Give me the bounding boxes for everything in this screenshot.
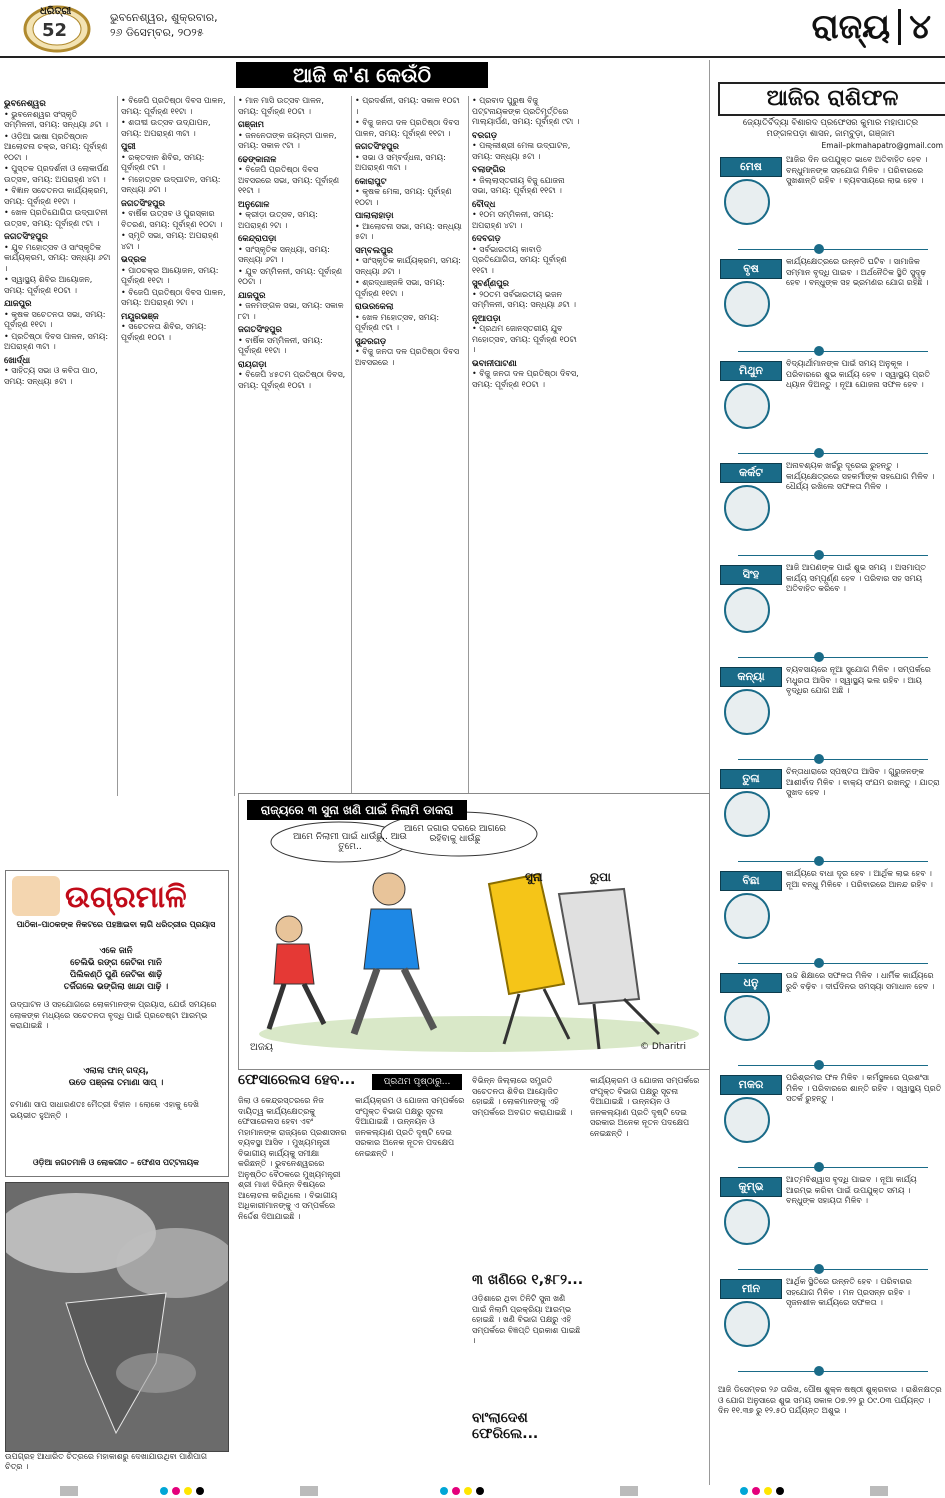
cartoon-bubble-1: ଆମେ ନିଲାମୀ ପାଇଁ ଧାଉଁଛୁ.. ଆଉ ତୁମେ.. bbox=[293, 832, 407, 852]
event-district-heading: କୋରାପୁଟ bbox=[355, 176, 387, 187]
rashi-prediction: ବିଦ୍ୟାର୍ଥୀମାନଙ୍କ ପାଇଁ ସମୟ ଅନୁକୂଳ । ପରିବାରରେ ଶୁଭ କାର୍ଯ୍ୟ ହେବ । ସ୍ୱାସ୍ଥ୍ୟ ପ୍ରତି ଧ୍ୟାନ ଦିଅନ୍ତୁ । ନୂଆ ଯୋଜନା ସଫଳ ହେବ । bbox=[786, 359, 931, 389]
events-column-3 bbox=[238, 96, 346, 392]
zodiac-symbol-icon bbox=[724, 893, 770, 939]
rashi-divider-dot bbox=[814, 244, 824, 254]
event-listing: • ୧୦ମ ସମ୍ମିଳନୀ, ସମୟ: ଅପରାହ୍ଣ ୪ଟା । bbox=[472, 210, 554, 230]
event-district-heading: ଖୋର୍ଦ୍ଧା bbox=[4, 355, 31, 366]
section-divider bbox=[898, 9, 901, 45]
event-listing: • ଖେଳ ମହୋତ୍ସବ, ସମୟ: ପୂର୍ବାହ୍ଣ ୯ଟା । bbox=[355, 312, 440, 332]
story-body-col-3: ବିଭିନ୍ନ ଜିଲ୍ଲାରେ ସମ୍ପ୍ରତି ସଚେତନତା ଶିବିର ଆୟୋଜିତ ହୋଇଛି । ଲୋକମାନଙ୍କୁ ଏହି ସମ୍ପର୍କରେ ଅବଗତ କରାଯାଇଛି । bbox=[472, 1076, 573, 1117]
rashi-name-badge: କୁମ୍ଭ bbox=[720, 1177, 782, 1197]
rashi-prediction: ଆଜି ଆପଣଙ୍କ ପାଇଁ ଶୁଭ ସମୟ । ଅସମାପ୍ତ କାର୍ଯ୍ୟ ସମ୍ପୂର୍ଣ୍ଣ ହେବ । ପରିବାର ସହ ସମୟ ଅତିବାହିତ କରିବେ । bbox=[786, 563, 926, 593]
event-listing: • କ୍ରୀଡ଼ା ଉତ୍ସବ, ସମୟ: ଅପରାହ୍ଣ ୨ଟା । bbox=[238, 210, 318, 230]
rashi-entry bbox=[718, 1277, 943, 1379]
event-listing: • ରକ୍ତଦାନ ଶିବିର, ସମୟ: ପୂର୍ବାହ୍ଣ ୯ଟା । bbox=[121, 152, 205, 172]
registration-dot bbox=[776, 1487, 784, 1495]
event-listing: • ସଚେତନତା ଶିବିର, ସମୟ: ପୂର୍ବାହ୍ଣ ୧୦ଟା । bbox=[121, 322, 207, 342]
verse-line: ତର୍ଜିଗଲେ ଭଙ୍ଗିଲା ଖାନ୍ଦା ପାଢ଼ି । bbox=[63, 982, 169, 992]
event-district-heading: ପୁରୀ bbox=[121, 142, 136, 152]
event-listing: • ୨୦ତମ ସର୍ବଭାରତୀୟ ଭଜନ ସମ୍ମିଳନୀ, ସମୟ: ସନ୍ଧ୍ୟା ୬ଟା । bbox=[472, 289, 576, 309]
event-district-heading: ଜଗତସିଂହପୁର bbox=[121, 198, 165, 209]
verse-line: ଚେଲିଭି ରଙ୍ଗ ଜେଟିକା ମାନି bbox=[70, 958, 162, 968]
event-listing: • ସର୍ବଭାରତୀୟ କାବାଡ଼ି ପ୍ରତିଯୋଗିତା, ସମୟ: ପୂର୍ବାହ୍ଣ ୧୧ଟା । bbox=[472, 244, 567, 275]
event-district-heading: ଦେବଗଡ଼ bbox=[472, 234, 501, 244]
event-listing: • ବାର୍ଷିକ ସମ୍ମିଳନୀ, ସମୟ: ପୂର୍ବାହ୍ଣ ୧୧ଟା । bbox=[238, 335, 323, 355]
events-column-2 bbox=[121, 96, 229, 344]
dateline-date: ୨୬ ଡିସେମ୍ବର, ୨୦୨୫ bbox=[110, 26, 204, 39]
rashi-prediction: ଆତ୍ମବିଶ୍ୱାସ ବୃଦ୍ଧି ପାଇବ । ନୂଆ କାର୍ଯ୍ୟ ଆରମ୍ଭ କରିବା ପାଇଁ ଉପଯୁକ୍ତ ସମୟ । ବନ୍ଧୁଙ୍କ ସହାୟତା ମିଳିବ । bbox=[786, 1175, 917, 1205]
event-listing: • ପ୍ରଦର୍ଶନୀ, ସମୟ: ସକାଳ ୧୦ଟା । bbox=[355, 96, 460, 116]
event-district-heading: ମୟୂରଭଞ୍ଜ bbox=[121, 311, 159, 322]
event-district-heading: ରାୟଗଡ଼ା bbox=[238, 359, 267, 370]
satellite-image bbox=[5, 1182, 229, 1452]
cartoon-label-silver: ରୁପା bbox=[590, 870, 611, 884]
cartoon-bubble-2: ଆମେ ଜଗାର ଦରରେ ଆଗରେ ରହିବାକୁ ଧାଉଁଛୁ bbox=[404, 824, 506, 844]
rashi-prediction: କାର୍ଯ୍ୟରେ ବାଧା ଦୂର ହେବ । ଆର୍ଥିକ ଲାଭ ହେବ । ନୂଆ ବନ୍ଧୁ ମିଳିବେ । ପରିବାରରେ ଆନନ୍ଦ ରହିବ । bbox=[786, 869, 933, 889]
ugramali-credit: ଓଡ଼ିଆ ଜଗତମାଳି ଓ ଲୋକଗୀତ – ଫେଣସ ପଟ୍ଟନାୟକ bbox=[33, 1158, 199, 1167]
event-listing: • ମାନ ମାସି ଉତ୍ସବ ପାଳନ, ସମୟ: ପୂର୍ବାହ୍ଣ ୧୦ଟା । bbox=[238, 96, 324, 116]
verse-line: ପିଲିକଣ୍ଠି ପୁଣି ଜେଟିକା ଶାଢ଼ି bbox=[69, 970, 163, 980]
rashi-prediction: ଆଜିର ଦିନ ଉପଯୁକ୍ତ ଭାବେ ଅତିବାହିତ ହେବ । ବନ୍ଧୁମାନଙ୍କ ସହଯୋଗ ମିଳିବ । ପରିବାରରେ ସୁଖଶାନ୍ତି ରହିବ । ବ୍ୟବସାୟରେ ଲାଭ ହେବ । bbox=[786, 155, 928, 185]
section-header bbox=[781, 4, 931, 50]
event-listing: • ସାଂସ୍କୃତିକ ସନ୍ଧ୍ୟା, ସମୟ: ସନ୍ଧ୍ୟା ୬ଟା । bbox=[238, 244, 330, 264]
story-headline-3: ବାଂଲାଦେଶ ଫେରିଲେ... bbox=[472, 1410, 539, 1442]
event-listing: • ବିଜୁ ଜନତା ଦଳ ପ୍ରତିଷ୍ଠା ଦିବସ ପାଳନ, ସମୟ: ପୂର୍ବାହ୍ଣ ୧୧ଟା । bbox=[355, 118, 460, 138]
rashi-prediction: ଉଚ୍ଚ ଶିକ୍ଷାରେ ସଫଳତା ମିଳିବ । ଧାର୍ମିକ କାର୍ଯ୍ୟରେ ରୁଚି ବଢ଼ିବ । ଦୀର୍ଘଦିନର ସମସ୍ୟା ସମାଧାନ ହେବ । bbox=[786, 971, 935, 991]
registration-mark bbox=[620, 1486, 638, 1496]
event-listing: • ଓଡ଼ିଆ ଭାଷା ପ୍ରତିଷ୍ଠାନ ଆଲୋଚନା ଚକ୍ର, ସମୟ: ପୂର୍ବାହ୍ଣ ୧୦ଟା । bbox=[4, 131, 108, 162]
event-listing: • ମହୋତ୍ସବ ଉଦ୍‌ଘାଟନ, ସମୟ: ସନ୍ଧ୍ୟା ୬ଟା । bbox=[121, 174, 221, 194]
story-body-col-5: କାର୍ଯ୍ୟକ୍ରମ ଓ ଯୋଜନା ସମ୍ପର୍କରେ ସଂପୃକ୍ତ ବିଭାଗ ପକ୍ଷରୁ ସୂଚନା ଦିଆଯାଇଛି । ଉନ୍ନୟନ ଓ ଜନକଲ୍ୟାଣ ପ୍ରତି ଦୃଷ୍ଟି ଦେଇ ସରକାର ଅନେକ ନୂତନ ପଦକ୍ଷେପ ନେଇଛନ୍ତି । bbox=[590, 1076, 700, 1138]
rashi-divider-dot bbox=[814, 652, 824, 662]
event-district-heading: ବଲାଙ୍ଗିର bbox=[472, 165, 506, 175]
event-listing: • ବିଜେପି ୪୫ତମ ପ୍ରତିଷ୍ଠା ଦିବସ, ସମୟ: ପୂର୍ବାହ୍ଣ ୧୦ଟା । bbox=[238, 370, 346, 390]
rashi-prediction: କାର୍ଯ୍ୟକ୍ଷେତ୍ରରେ ଉନ୍ନତି ଘଟିବ । ସାମାଜିକ ସମ୍ମାନ ବୃଦ୍ଧି ପାଇବ । ଅର୍ଥନୈତିକ ସ୍ଥିତି ସୁଦୃଢ଼ ହେବ । ବନ୍ଧୁଙ୍କ ସହ ଭ୍ରମଣର ଯୋଗ ରହିଛି । bbox=[786, 257, 929, 287]
event-listing: • ସ୍ମୃତି ସଭା, ସମୟ: ଅପରାହ୍ଣ ୪ଟା । bbox=[121, 231, 219, 251]
event-district-heading: ସୁବର୍ଣ୍ଣପୁର bbox=[472, 279, 509, 289]
event-district-heading: ଭୁବନେଶ୍ୱର bbox=[4, 99, 46, 109]
event-listing: • ସାଂସ୍କୃତିକ କାର୍ଯ୍ୟକ୍ରମ, ସମୟ: ସନ୍ଧ୍ୟା ୬ଟା । bbox=[355, 256, 461, 276]
rashi-divider bbox=[738, 555, 928, 556]
event-district-heading: ସମ୍ବଲପୁର bbox=[355, 245, 393, 256]
masthead bbox=[0, 0, 945, 60]
rashi-divider-dot bbox=[814, 958, 824, 968]
event-district-heading: ଯାଜପୁର bbox=[4, 299, 32, 309]
rashi-prediction: ଚିନ୍ତାଧାରାରେ ସ୍ପଷ୍ଟତା ଆସିବ । ଗୁରୁଜନଙ୍କ ଆଶୀର୍ବାଦ ମିଳିବ । ବାକ୍ୟ ସଂଯମ ରଖନ୍ତୁ । ଯାତ୍ରା ସୁଖଦ ହେବ । bbox=[786, 767, 940, 797]
event-listing: • ଯୁବ ସମ୍ମିଳନୀ, ସମୟ: ପୂର୍ବାହ୍ଣ ୧୦ଟା । bbox=[238, 266, 343, 286]
print-registration-bar bbox=[0, 1484, 945, 1498]
byline-author: ଜ୍ୟୋତିର୍ବିଦ୍ୟା ବିଶାରଦ ପ୍ରଫେସର କୁମାର ମହାପାତ୍ର bbox=[742, 118, 919, 128]
rashi-prediction: ଆର୍ଥିକ ସ୍ଥିତିରେ ଉନ୍ନତି ହେବ । ପରିବାରର ସହଯୋଗ ମିଳିବ । ମନ ପ୍ରସନ୍ନ ରହିବ । ସୃଜନଶୀଳ କାର୍ଯ୍ୟରେ ସଫଳତା । bbox=[786, 1277, 912, 1307]
event-district-heading: ଭବାନୀପାଟଣା bbox=[472, 358, 517, 369]
event-district-heading: ଜଗତସିଂହପୁର bbox=[355, 142, 399, 152]
rashi-name-badge: କନ୍ୟା bbox=[720, 667, 782, 687]
logo-text: ଧରିତ୍ରୀ bbox=[40, 6, 72, 17]
registration-mark bbox=[300, 1486, 318, 1496]
zodiac-symbol-icon bbox=[724, 1097, 770, 1143]
rashi-divider bbox=[738, 1167, 928, 1168]
rashi-divider-dot bbox=[814, 346, 824, 356]
rashi-divider bbox=[738, 453, 928, 454]
panjika-text: ଆଜି ଡିସେମ୍ବର ୨୬ ତାରିଖ, ପୌଷ ଶୁକ୍ଳ ଷଷ୍ଠୀ ଶୁକ୍ରବାର । ରାଶିନକ୍ଷତ୍ର ଓ ଯୋଗ ଅନୁସାରେ ଶୁଭ ସମୟ ସକାଳ ୦୭.୨୨ ରୁ ୦୯.୦୩ ପର୍ଯ୍ୟନ୍ତ । ଦିନ ୧୧.୩୭ ରୁ ୧୨.୫୦ ପର୍ଯ୍ୟନ୍ତ ଅଶୁଭ । bbox=[718, 1385, 942, 1415]
events-column-4 bbox=[355, 96, 463, 369]
byline-address: ମଙ୍ଗଳପଡ଼ା ଶାସନ, ଜାମ୍ବୁଡ଼ା, ଗଞ୍ଜାମ bbox=[766, 129, 895, 139]
rashi-entry bbox=[718, 563, 943, 665]
rashi-divider-dot bbox=[814, 1366, 824, 1376]
event-district-heading: ବୌଦ୍ଧ bbox=[472, 199, 496, 210]
event-listing: • ପାଠଚକ୍ର ଆୟୋଜନ, ସମୟ: ପୂର୍ବାହ୍ଣ ୧୧ଟା । bbox=[121, 265, 219, 285]
story-headline: ଫେସାରେଲସ ହେବ... bbox=[238, 1072, 356, 1088]
rashi-name-badge: ବୃଷ bbox=[720, 259, 782, 279]
zodiac-symbol-icon bbox=[724, 383, 770, 429]
event-district-heading: ରାଉରକେଲା bbox=[355, 302, 394, 312]
dateline bbox=[110, 10, 218, 40]
event-listing: • ଆଲୋଚନା ସଭା, ସମୟ: ସନ୍ଧ୍ୟା ୫ଟା । bbox=[355, 221, 462, 241]
ugramali-subtitle: ପାଠିକା–ପାଠକଙ୍କ ନିକଟରେ ପହଞ୍ଚାଇବା ଲାଗି ଧରିତ୍ରୀର ପ୍ରୟାସ bbox=[16, 920, 216, 929]
zodiac-symbol-icon bbox=[724, 995, 770, 1041]
cartoon-credit: © Dharitri bbox=[640, 1042, 686, 1052]
rashi-divider bbox=[738, 249, 928, 250]
rashi-entry bbox=[718, 971, 943, 1073]
event-listing: • ବିଜୁ ଜନତା ଦଳ ପ୍ରତିଷ୍ଠା ଦିବସ, ସମୟ: ପୂର୍ବାହ୍ଣ ୧୦ଟା । bbox=[472, 369, 579, 389]
registration-dot bbox=[476, 1487, 484, 1495]
rashi-entry bbox=[718, 257, 943, 359]
event-listing: • ଭୁବନେଶ୍ୱର ସଂସ୍କୃତି ସମ୍ମିଳନୀ, ସମୟ: ସନ୍ଧ୍ୟା ୬ଟା । bbox=[4, 109, 108, 129]
event-listing: • ଶତାବ୍ଦୀ ଉତ୍ସବ ଉଦ୍‌ଯାପନ, ସମୟ: ଅପରାହ୍ଣ ୩ଟା । bbox=[121, 118, 211, 138]
ugramali-faces-icon bbox=[12, 876, 60, 916]
rashi-prediction: ପରିଶ୍ରମର ଫଳ ମିଳିବ । କର୍ମସ୍ଥଳରେ ପ୍ରଶଂସା ମିଳିବ । ପରିବାରରେ ଶାନ୍ତି ରହିବ । ସ୍ୱାସ୍ଥ୍ୟ ପ୍ରତି ସତର୍କ ରୁହନ୍ତୁ । bbox=[786, 1073, 942, 1103]
event-district-heading: ଜଗତସିଂହପୁର bbox=[4, 232, 48, 242]
rashifal-byline bbox=[718, 118, 943, 151]
rashi-divider-dot bbox=[814, 856, 824, 866]
event-listing: • ବିଜେପି ପ୍ରତିଷ୍ଠା ଦିବସ ପାଳନ, ସମୟ: ଅପରାହ୍ଣ ୨ଟା । bbox=[121, 287, 226, 307]
event-district-heading: ଅନୁଗୋଳ bbox=[238, 199, 270, 210]
registration-dot bbox=[752, 1487, 760, 1495]
dateline-city: ଭୁବନେଶ୍ୱର, ଶୁକ୍ରବାର, bbox=[110, 11, 218, 24]
zodiac-symbol-icon bbox=[724, 179, 770, 225]
rashi-name-badge: ମିଥୁନ bbox=[720, 361, 782, 381]
event-district-heading: ଢେଙ୍କାନାଳ bbox=[238, 154, 277, 165]
byline-email: Email–pkmahapatro@gmail.com bbox=[821, 141, 943, 150]
registration-dot bbox=[440, 1487, 448, 1495]
rashi-divider-dot bbox=[814, 1060, 824, 1070]
event-listing: • ଶ୍ରଦ୍ଧାଞ୍ଜଳି ସଭା, ସମୟ: ପୂର୍ବାହ୍ଣ ୧୧ଟା । bbox=[355, 278, 445, 298]
rashi-divider-dot bbox=[814, 1264, 824, 1274]
rashi-divider bbox=[738, 657, 928, 658]
rashi-name-badge: ସିଂହ bbox=[720, 565, 782, 585]
registration-dot bbox=[464, 1487, 472, 1495]
event-listing: • ସଭା ଓ ସମ୍ବର୍ଦ୍ଧନା, ସମୟ: ଅପରାହ୍ଣ ୩ଟା । bbox=[355, 152, 446, 172]
column-rule bbox=[234, 96, 235, 796]
cartoon-signature: ଅଜୟ bbox=[250, 1042, 274, 1053]
events-banner: ଆଜି କ'ଣ କେଉଁଠି bbox=[236, 62, 488, 88]
event-listing: • ଖେଳ ପ୍ରତିଯୋଗିତା ଉଦ୍‌ଘାଟନୀ ଉତ୍ସବ, ସମୟ: ପୂର୍ବାହ୍ଣ ୯ଟା । bbox=[4, 208, 108, 228]
event-listing: • ଜିଲ୍ଲାସ୍ତରୀୟ ବିଜୁ ଯୋଜନା ସଭା, ସମୟ: ପୂର୍ବାହ୍ଣ ୧୧ଟା । bbox=[472, 175, 565, 195]
logo-years: 52 bbox=[42, 20, 68, 41]
ugramali-verse-2 bbox=[10, 1065, 222, 1089]
column-rule bbox=[468, 96, 469, 796]
column-rule bbox=[351, 96, 352, 796]
masthead-rule bbox=[0, 56, 945, 58]
cartoon-title: ରାଜ୍ୟରେ ୩ ସୁନା ଖଣି ପାଇଁ ନିଲାମି ଡାକରା bbox=[247, 800, 467, 820]
event-listing: • ପ୍ରବାଦ ପୁରୁଷ ବିଜୁ ପଟ୍ଟନାୟକଙ୍କ ପ୍ରତିମୂର୍ତ୍ତିରେ ମାଲ୍ୟାର୍ପଣ, ସମୟ: ପୂର୍ବାହ୍ଣ ୯ଟା । bbox=[472, 96, 580, 126]
rashi-name-badge: ମକର bbox=[720, 1075, 782, 1095]
rashi-entry bbox=[718, 1073, 943, 1175]
event-listing: • ପ୍ରଥମ ଜୋନସ୍ତରୀୟ ଯୁବ ମହୋତ୍ସବ, ସମୟ: ପୂର୍ବାହ୍ଣ ୧୦ଟା । bbox=[472, 324, 577, 354]
rashi-entry bbox=[718, 767, 943, 869]
rashi-entry bbox=[718, 461, 943, 563]
verse-line: ଉଡେ ପଞ୍ଜଳା ତମାଣା ସାପ୍‌ । bbox=[68, 1078, 164, 1088]
rashi-entry bbox=[718, 665, 943, 767]
ugramali-title: ଉଗ୍ରମାଳି bbox=[65, 880, 187, 915]
registration-dot bbox=[452, 1487, 460, 1495]
rashi-divider-dot bbox=[814, 1162, 824, 1172]
rashi-divider bbox=[738, 963, 928, 964]
event-listing: • ସ୍ୱାସ୍ଥ୍ୟ ଶିବିର ଆୟୋଜନ, ସମୟ: ପୂର୍ବାହ୍ଣ ୧୦ଟା । bbox=[4, 275, 93, 295]
registration-mark bbox=[60, 1486, 78, 1496]
column-rule bbox=[117, 96, 118, 796]
rashi-entry bbox=[718, 869, 943, 971]
story-body-col-4: ଓଡ଼ିଶାରେ ଥିବା ତିନିଟି ସୁନା ଖଣି ପାଇଁ ନିଲାମି ପ୍ରକ୍ରିୟା ଆରମ୍ଭ ହୋଇଛି । ଖଣି ବିଭାଗ ପକ୍ଷରୁ ଏହି ସମ୍ପର୍କରେ ବିଜ୍ଞପ୍ତି ପ୍ରକାଶ ପାଇଛି । bbox=[472, 1294, 581, 1345]
verse-line: ଏକେ ଜାନି bbox=[99, 946, 133, 956]
event-district-heading: ପାଲାଲାହାଡ଼ା bbox=[355, 211, 394, 221]
registration-dot bbox=[764, 1487, 772, 1495]
column-rule bbox=[709, 60, 710, 1485]
event-listing: • ଜନନେତାଙ୍କ ଜୟନ୍ତୀ ପାଳନ, ସମୟ: ସକାଳ ୯ଟା । bbox=[238, 130, 337, 150]
ugramali-body: ଉଦ୍‌ଘାଟନ ଓ ସହଯୋଗରେ ଲୋକମାନଙ୍କ ପ୍ରୟାସ, ଯେଉଁ ସମୟରେ ଲୋକଙ୍କ ମଧ୍ୟରେ ସଚେତନତା ବୃଦ୍ଧି ପାଇଁ ପ୍ରଚେଷ୍ଟା ଆରମ୍ଭ କରାଯାଇଛି । bbox=[10, 1000, 217, 1030]
story-body-col-2: କାର୍ଯ୍ୟକ୍ରମ ଓ ଯୋଜନା ସମ୍ପର୍କରେ ସଂପୃକ୍ତ ବିଭାଗ ପକ୍ଷରୁ ସୂଚନା ଦିଆଯାଇଛି । ଉନ୍ନୟନ ଓ ଜନକଲ୍ୟାଣ ପ୍ରତି ଦୃଷ୍ଟି ଦେଇ ସରକାର ଅନେକ ନୂତନ ପଦକ୍ଷେପ ନେଇଛନ୍ତି । bbox=[355, 1096, 465, 1158]
zodiac-symbol-icon bbox=[724, 1199, 770, 1245]
satellite-map-icon bbox=[6, 1183, 228, 1451]
event-listing: • ପ୍ରତିଷ୍ଠା ଦିବସ ପାଳନ, ସମୟ: ଅପରାହ୍ଣ ୩ଟା । bbox=[4, 331, 109, 351]
event-district-heading: ନୂଆପଡ଼ା bbox=[472, 313, 501, 324]
ugramali-verse bbox=[10, 945, 222, 993]
rashi-prediction: ବ୍ୟବସାୟରେ ନୂଆ ସୁଯୋଗ ମିଳିବ । ସମ୍ପର୍କରେ ମଧୁରତା ଆସିବ । ସ୍ୱାସ୍ଥ୍ୟ ଭଲ ରହିବ । ଆୟ ବୃଦ୍ଧିର ଯୋଗ ଅଛି । bbox=[786, 665, 931, 695]
story-kicker: ପ୍ରଥମ ପୃଷ୍ଠାରୁ... bbox=[372, 1074, 462, 1090]
rashi-divider bbox=[738, 351, 928, 352]
events-column-1 bbox=[4, 96, 112, 388]
event-district-heading: ଭଦ୍ରକ bbox=[121, 255, 147, 265]
rashi-divider bbox=[738, 861, 928, 862]
event-district-heading: ଯାଜପୁର bbox=[238, 290, 266, 301]
rashi-entry bbox=[718, 359, 943, 461]
rashi-name-badge: ତୁଳା bbox=[720, 769, 782, 789]
zodiac-symbol-icon bbox=[724, 485, 770, 531]
zodiac-symbol-icon bbox=[724, 791, 770, 837]
satellite-caption: ଉପଗ୍ରହ ଆଧାରିତ ଚିତ୍ରରେ ମହାକାଶରୁ ଦେଖାଯାଉଥିବା ପାଣିପାଗ ଚିତ୍ର । bbox=[5, 1452, 208, 1471]
rashi-divider bbox=[738, 1065, 928, 1066]
page-number: ୪ bbox=[909, 7, 931, 47]
rashi-entry bbox=[718, 155, 943, 257]
cartoon-label-gold: ସୁନା bbox=[525, 870, 543, 884]
event-listing: • ବିଜେପି ପ୍ରତିଷ୍ଠା ଦିବସ ପାଳନ, ସମୟ: ପୂର୍ବାହ୍ଣ ୧୧ଟା । bbox=[121, 96, 226, 116]
story-headline-2: ୩ ଖଣିରେ ୧,୫୮୨... bbox=[472, 1272, 584, 1288]
rashi-divider bbox=[738, 1269, 928, 1270]
event-district-heading: କେନ୍ଦ୍ରାପଡ଼ା bbox=[238, 234, 277, 244]
rashi-name-badge: ବିଛା bbox=[720, 871, 782, 891]
registration-dot bbox=[184, 1487, 192, 1495]
registration-dot bbox=[740, 1487, 748, 1495]
rashi-entry bbox=[718, 1175, 943, 1277]
event-listing: • ଯୁବ ମହୋତ୍ସବ ଓ ସାଂସ୍କୃତିକ କାର୍ଯ୍ୟକ୍ରମ, ସମୟ: ସନ୍ଧ୍ୟା ୬ଟା । bbox=[4, 242, 111, 273]
rashi-name-badge: ଧନୁ bbox=[720, 973, 782, 993]
zodiac-symbol-icon bbox=[724, 281, 770, 327]
event-listing: • ବାର୍ଷିକ ଉତ୍ସବ ଓ ପୁରସ୍କାର ବିତରଣ, ସମୟ: ପୂର୍ବାହ୍ଣ ୧୦ଟା । bbox=[121, 209, 223, 229]
event-listing: • କୃଷକ ସଚେତନତା ସଭା, ସମୟ: ପୂର୍ବାହ୍ଣ ୧୧ଟା । bbox=[4, 309, 106, 329]
event-listing: • ବିଜେପି ପ୍ରତିଷ୍ଠା ଦିବସ ଅବସରରେ ସଭା, ସମୟ: ପୂର୍ବାହ୍ଣ ୧୧ଟା । bbox=[238, 165, 340, 195]
rashi-divider-dot bbox=[814, 550, 824, 560]
rashi-divider-dot bbox=[814, 754, 824, 764]
event-listing: • ସାହିତ୍ୟ ସଭା ଓ କବିତା ପାଠ, ସମୟ: ସନ୍ଧ୍ୟା ୫ଟା । bbox=[4, 366, 98, 386]
event-listing: • ପୁସ୍ତକ ପ୍ରଦର୍ଶନୀ ଓ ଲୋକାର୍ପଣ ଉତ୍ସବ, ସମୟ: ଅପରାହ୍ଣ ୪ଟା । bbox=[4, 164, 109, 184]
rashifal-title: ଆଜିର ରାଶିଫଳ bbox=[718, 82, 945, 116]
events-column-5 bbox=[472, 96, 580, 391]
verse-line: ଏଲାଲା ଫାନ୍‌ ଗଦ୍ୟ, bbox=[83, 1066, 149, 1076]
zodiac-symbol-icon bbox=[724, 587, 770, 633]
rashi-name-badge: ମୀନ bbox=[720, 1279, 782, 1299]
section-title: ରାଜ୍ୟ bbox=[811, 7, 891, 47]
event-listing: • ବିଜୁ ଜନତା ଦଳ ପ୍ରତିଷ୍ଠା ଦିବସ ଅବସରରେ । bbox=[355, 347, 460, 367]
ugramali-body-2: ଚମାଣା ସାପ ସାଧାରଣତଃ ମୈତ୍ରୀ ବିହୀନ । ଲୋକେ ଏହାକୁ ଦେଖି ଭୟଭୀତ ହୁଅନ୍ତି । bbox=[10, 1100, 199, 1120]
rashi-name-badge: ମେଷ bbox=[720, 157, 782, 177]
rashi-divider bbox=[738, 759, 928, 760]
registration-dot bbox=[160, 1487, 168, 1495]
event-listing: • ବିଜ୍ଞାନ ସଚେତନତା କାର୍ଯ୍ୟକ୍ରମ, ସମୟ: ପୂର୍ବାହ୍ଣ ୧୧ଟା । bbox=[4, 186, 109, 206]
rashi-divider-dot bbox=[814, 448, 824, 458]
event-district-heading: ସୁନ୍ଦରଗଡ଼ bbox=[355, 336, 387, 347]
event-district-heading: ଗଞ୍ଜାମ bbox=[238, 120, 265, 130]
zodiac-symbol-icon bbox=[724, 689, 770, 735]
event-listing: • କୃଷକ ମେଳା, ସମୟ: ପୂର୍ବାହ୍ଣ ୧୦ଟା । bbox=[355, 187, 452, 207]
story-body-col-1: ଜିଲା ଓ କେନ୍ଦ୍ରସ୍ତରରେ ନିଜ ଦାୟିତ୍ୱ କାର୍ଯ୍ୟକ୍ଷେତ୍ରକୁ ଫେସାରେଲସ ହେବା ଏବଂ ମହାମାନଙ୍କ ରାଜ୍ୟରେ ପ୍ରଶାସନର ବ୍ୟବସ୍ଥା ଆସିବ । ମୁଖ୍ୟମନ୍ତ୍ରୀ ବିଭାଗୀୟ କାର୍ଯ୍ୟକୁ ସମୀକ୍ଷା କରିଛନ୍ତି । ଭୁବନେଶ୍ୱରରେ ଅନୁଷ୍ଠିତ ବୈଠକରେ ମୁଖ୍ୟମନ୍ତ୍ରୀ ଶ୍ରୀ ମାଝୀ ବିଭିନ୍ନ ବିଷୟରେ ଆଲୋଚନା କରିଥିଲେ । ବିଭାଗୀୟ ଅଧିକାରୀମାନଙ୍କୁ ଏ ସମ୍ପର୍କରେ ନିର୍ଦ୍ଦେଶ ଦିଆଯାଇଛି । bbox=[238, 1096, 347, 1221]
rashi-divider bbox=[738, 1371, 928, 1372]
event-listing: • ପଲ୍ଲୀଶ୍ରୀ ମେଳା ଉଦ୍‌ଘାଟନ, ସମୟ: ସନ୍ଧ୍ୟା ୫ଟା । bbox=[472, 141, 571, 161]
event-listing: • ଜନମଙ୍ଗଳ ସଭା, ସମୟ: ସକାଳ ୮ଟା । bbox=[238, 301, 344, 321]
registration-dot bbox=[172, 1487, 180, 1495]
zodiac-symbol-icon bbox=[724, 1301, 770, 1347]
registration-mark bbox=[870, 1486, 888, 1496]
registration-dot bbox=[196, 1487, 204, 1495]
event-district-heading: ଜଗତସିଂହପୁର bbox=[238, 325, 282, 335]
event-district-heading: ବରଗଡ଼ bbox=[472, 130, 498, 141]
rashi-name-badge: କର୍କଟ bbox=[720, 463, 782, 483]
rashi-prediction: ଅନାବଶ୍ୟକ ଖର୍ଚ୍ଚରୁ ଦୂରେଇ ରୁହନ୍ତୁ । କାର୍ଯ୍ୟକ୍ଷେତ୍ରରେ ସହକର୍ମୀଙ୍କ ସହଯୋଗ ମିଳିବ । ଧୈର୍ଯ୍ୟ ରଖିଲେ ସଫଳତା ମିଳିବ । bbox=[786, 461, 935, 491]
